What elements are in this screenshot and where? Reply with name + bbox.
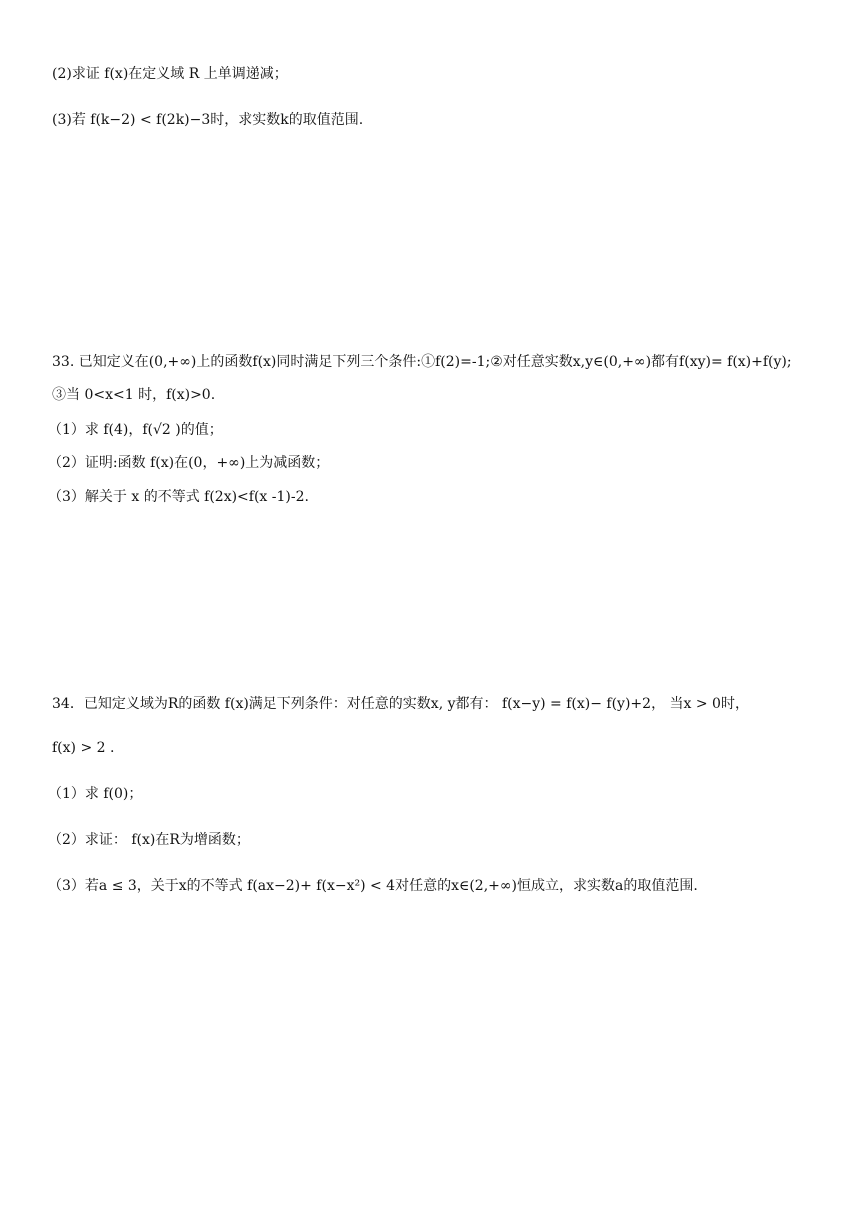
q34-part-2: （2）求证： f(x)在R为增函数； xyxy=(48,832,250,848)
q33-stem-line-2: ③当 0<x<1 时，f(x)>0. xyxy=(52,387,216,403)
q34-part-3: （3）若a ≤ 3，关于x的不等式 f(ax−2)+ f(x−x²) < 4对任意的x∈(2,+∞)恒成立，求实数a的取值范围. xyxy=(48,878,698,894)
q33-part-3: （3）解关于 x 的不等式 f(2x)<f(x -1)-2. xyxy=(48,489,309,505)
q34-stem-line-2: f(x) > 2 . xyxy=(52,740,115,756)
q34-part-1: （1）求 f(0)； xyxy=(48,786,143,802)
q34-stem-line-1: 34．已知定义域为R的函数 f(x)满足下列条件：对任意的实数x, y都有： f(x−y) = f(x)− f(y)+2， 当x > 0时， xyxy=(52,696,749,712)
q33-part-1: （1）求 f(4)，f(√2 )的值； xyxy=(48,422,223,438)
q32-part-2: (2)求证 f(x)在定义域 R 上单调递减； xyxy=(52,66,288,82)
q33-stem-line-1: 33. 已知定义在(0,+∞)上的函数f(x)同时满足下列三个条件:①f(2)=-1;②对任意实数x,y∈(0,+∞)都有f(xy)= f(x)+f(y); xyxy=(52,354,792,370)
q33-part-2: （2）证明:函数 f(x)在(0，+∞)上为减函数； xyxy=(48,455,330,471)
q32-part-3: (3)若 f(k−2) < f(2k)−3时，求实数k的取值范围. xyxy=(52,112,364,128)
